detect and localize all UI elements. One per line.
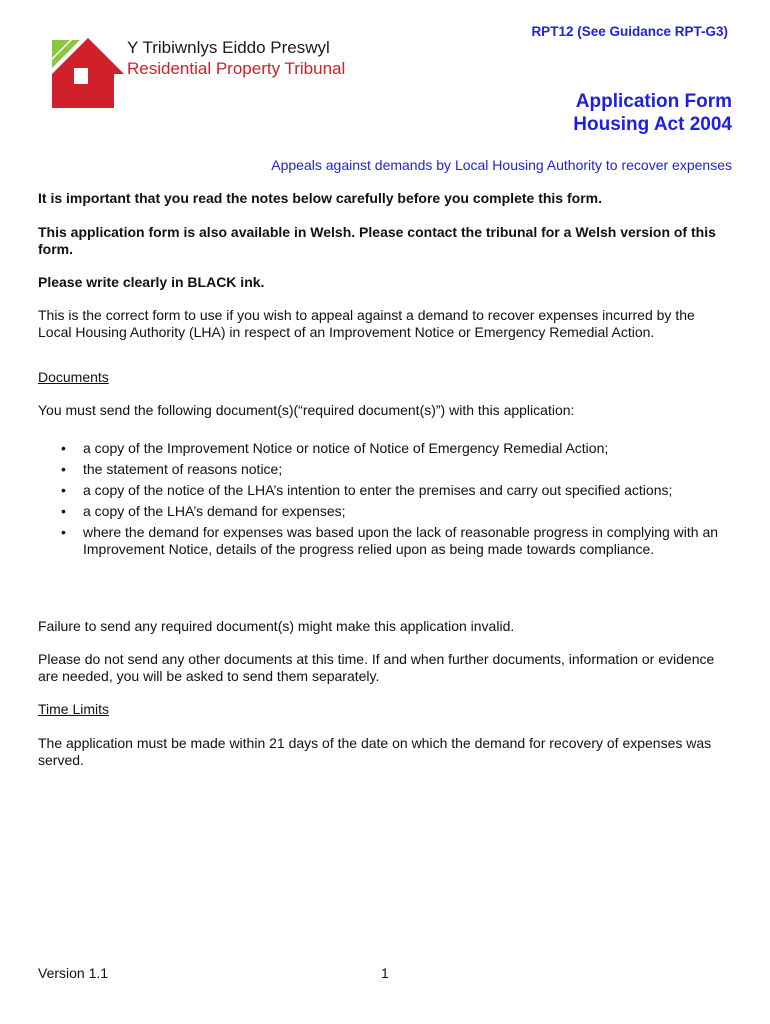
list-item-text: the statement of reasons notice; — [83, 461, 283, 477]
bullet-icon: • — [61, 482, 66, 498]
list-item-text: a copy of the notice of the LHA’s intention to enter the premises and carry out specified actions; — [83, 482, 673, 498]
read-notes-notice: It is important that you read the notes below carefully before you complete this form. — [38, 190, 602, 206]
intro-paragraph: This is the correct form to use if you wish to appeal against a demand to recover expenses incurred by the Local Housing Authority (LHA) in respect of an Improvement Notice or Emergency Remedial Action. — [38, 307, 695, 340]
list-item — [38, 440, 728, 457]
form-reference-code: RPT12 (See Guidance RPT-G3) — [531, 24, 728, 39]
bullet-icon: • — [61, 461, 66, 477]
list-item-text: a copy of the LHA’s demand for expenses; — [83, 503, 346, 519]
version-label: Version 1.1 — [38, 965, 109, 981]
page-number: 1 — [381, 965, 389, 981]
form-title-line-1: Application Form — [575, 91, 732, 112]
welsh-version-notice: This application form is also available in Welsh. Please contact the tribunal for a Welsh version of this form. — [38, 224, 716, 257]
list-item — [38, 461, 728, 478]
list-item — [38, 482, 728, 499]
required-documents-list — [38, 440, 728, 562]
list-item-text: a copy of the Improvement Notice or notice of Notice of Emergency Remedial Action; — [83, 440, 609, 456]
documents-lead-text: You must send the following document(s)(“required document(s)”) with this application: — [38, 402, 575, 418]
logo-welsh-name: Y Tribiwnlys Eiddo Preswyl — [127, 38, 330, 57]
list-item — [38, 524, 728, 558]
form-subtitle: Appeals against demands by Local Housing Authority to recover expenses — [271, 157, 732, 173]
bullet-icon: • — [61, 503, 66, 519]
documents-heading: Documents — [38, 369, 109, 385]
house-logo-icon — [50, 38, 125, 110]
logo-english-name: Residential Property Tribunal — [127, 59, 346, 78]
tribunal-logo — [50, 38, 370, 112]
list-item — [38, 503, 728, 520]
form-title — [573, 90, 732, 136]
time-limits-heading: Time Limits — [38, 701, 110, 717]
time-limits-text: The application must be made within 21 days of the date on which the demand for recovery of expenses was served. — [38, 735, 712, 768]
other-documents-note: Please do not send any other documents at this time. If and when further documents, information or evidence are needed, you will be asked to send them separately. — [38, 651, 715, 684]
list-item-text: where the demand for expenses was based upon the lack of reasonable progress in complying with an Improvement Notice, details of the progress relied upon as being made towards compliance. — [83, 524, 719, 557]
bullet-icon: • — [61, 524, 66, 540]
failure-note: Failure to send any required document(s) might make this application invalid. — [38, 618, 515, 634]
form-title-line-2: Housing Act 2004 — [573, 114, 732, 135]
black-ink-notice: Please write clearly in BLACK ink. — [38, 274, 265, 290]
bullet-icon: • — [61, 440, 66, 456]
